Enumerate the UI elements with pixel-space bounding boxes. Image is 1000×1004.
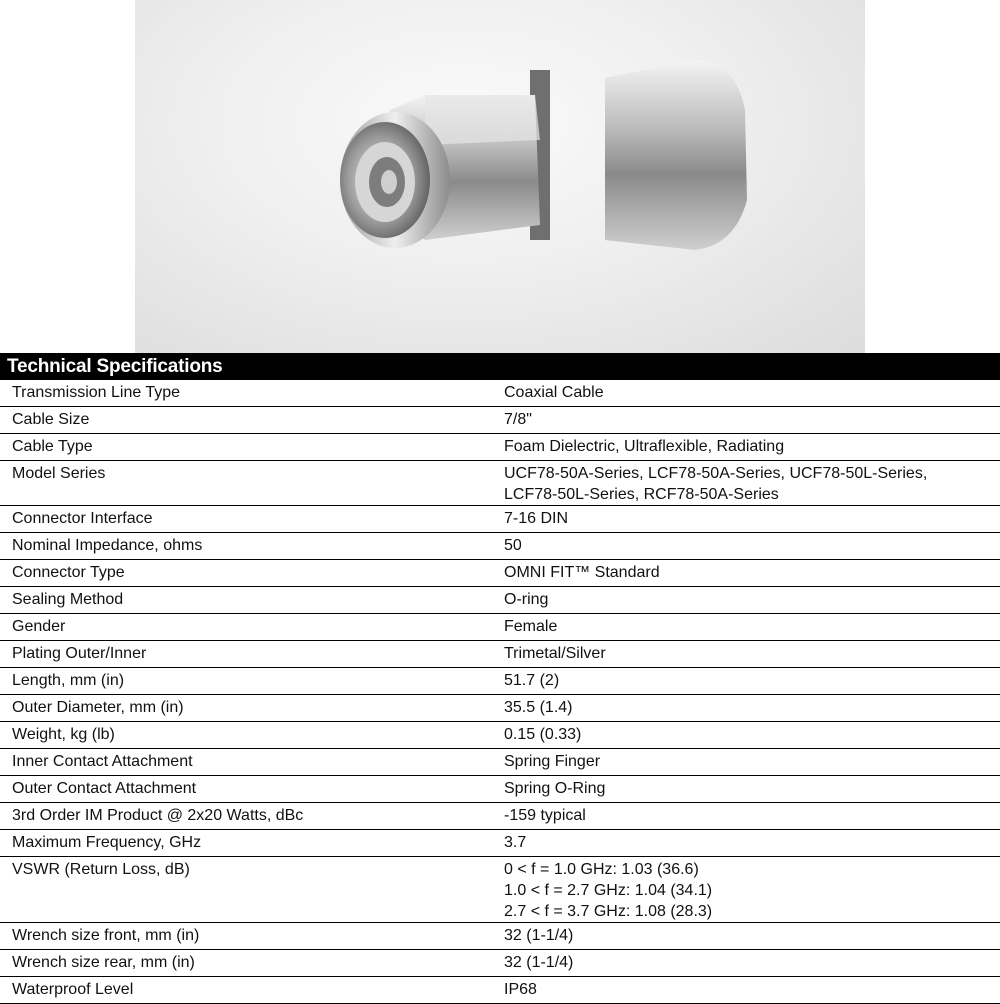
- spec-label: Waterproof Level: [0, 977, 504, 1004]
- spec-row: [0, 641, 1000, 668]
- spec-value: 51.7 (2): [504, 668, 1000, 695]
- spec-label: Nominal Impedance, ohms: [0, 533, 504, 560]
- spec-row: [0, 668, 1000, 695]
- spec-value: Female: [504, 614, 1000, 641]
- spec-value: Coaxial Cable: [504, 380, 1000, 407]
- spec-label: Weight, kg (lb): [0, 722, 504, 749]
- spec-row: [0, 950, 1000, 977]
- spec-value: 35.5 (1.4): [504, 695, 1000, 722]
- spec-label: Length, mm (in): [0, 668, 504, 695]
- spec-row: [0, 614, 1000, 641]
- spec-row: [0, 923, 1000, 950]
- spec-label: Inner Contact Attachment: [0, 749, 504, 776]
- spec-value: 32 (1-1/4): [504, 950, 1000, 977]
- product-photo: [135, 0, 865, 353]
- spec-row: [0, 695, 1000, 722]
- spec-row: [0, 434, 1000, 461]
- spec-value: 32 (1-1/4): [504, 923, 1000, 950]
- spec-label: Sealing Method: [0, 587, 504, 614]
- connector-image: [135, 0, 865, 353]
- spec-row: [0, 461, 1000, 506]
- spec-label: Outer Contact Attachment: [0, 776, 504, 803]
- spec-label: Outer Diameter, mm (in): [0, 695, 504, 722]
- spec-value: UCF78-50A-Series, LCF78-50A-Series, UCF78-50L-Series, LCF78-50L-Series, RCF78-50A-Series: [504, 461, 1000, 506]
- spec-value: 7-16 DIN: [504, 506, 1000, 533]
- spec-value: 0 < f = 1.0 GHz: 1.03 (36.6) 1.0 < f = 2.7 GHz: 1.04 (34.1) 2.7 < f = 3.7 GHz: 1.08 (28.3): [504, 857, 1000, 923]
- section-header: Technical Specifications: [0, 353, 1000, 380]
- spec-row: [0, 506, 1000, 533]
- spec-value: Spring O-Ring: [504, 776, 1000, 803]
- spec-row: [0, 830, 1000, 857]
- spec-label: Model Series: [0, 461, 504, 506]
- spec-value: Spring Finger: [504, 749, 1000, 776]
- spec-value: IP68: [504, 977, 1000, 1004]
- spec-label: Cable Size: [0, 407, 504, 434]
- spec-label: Wrench size rear, mm (in): [0, 950, 504, 977]
- spec-label: Plating Outer/Inner: [0, 641, 504, 668]
- spec-row: [0, 560, 1000, 587]
- spec-value: O-ring: [504, 587, 1000, 614]
- spec-row: [0, 587, 1000, 614]
- spec-row: [0, 407, 1000, 434]
- spec-label: Maximum Frequency, GHz: [0, 830, 504, 857]
- spec-value: -159 typical: [504, 803, 1000, 830]
- spec-value: 50: [504, 533, 1000, 560]
- spec-label: Connector Interface: [0, 506, 504, 533]
- spec-label: Connector Type: [0, 560, 504, 587]
- spec-label: Cable Type: [0, 434, 504, 461]
- specs-table: [0, 380, 1000, 1004]
- spec-row: [0, 776, 1000, 803]
- spec-value: OMNI FIT™ Standard: [504, 560, 1000, 587]
- spec-row: [0, 722, 1000, 749]
- spec-value: 3.7: [504, 830, 1000, 857]
- spec-row: [0, 749, 1000, 776]
- spec-label: Gender: [0, 614, 504, 641]
- spec-value: Foam Dielectric, Ultraflexible, Radiating: [504, 434, 1000, 461]
- spec-value: 7/8": [504, 407, 1000, 434]
- spec-value: Trimetal/Silver: [504, 641, 1000, 668]
- spec-row: [0, 533, 1000, 560]
- spec-label: 3rd Order IM Product @ 2x20 Watts, dBc: [0, 803, 504, 830]
- spec-value: 0.15 (0.33): [504, 722, 1000, 749]
- spec-label: VSWR (Return Loss, dB): [0, 857, 504, 923]
- spec-row: [0, 977, 1000, 1004]
- spec-label: Wrench size front, mm (in): [0, 923, 504, 950]
- spec-row: [0, 857, 1000, 923]
- spec-row: [0, 380, 1000, 407]
- spec-label: Transmission Line Type: [0, 380, 504, 407]
- spec-row: [0, 803, 1000, 830]
